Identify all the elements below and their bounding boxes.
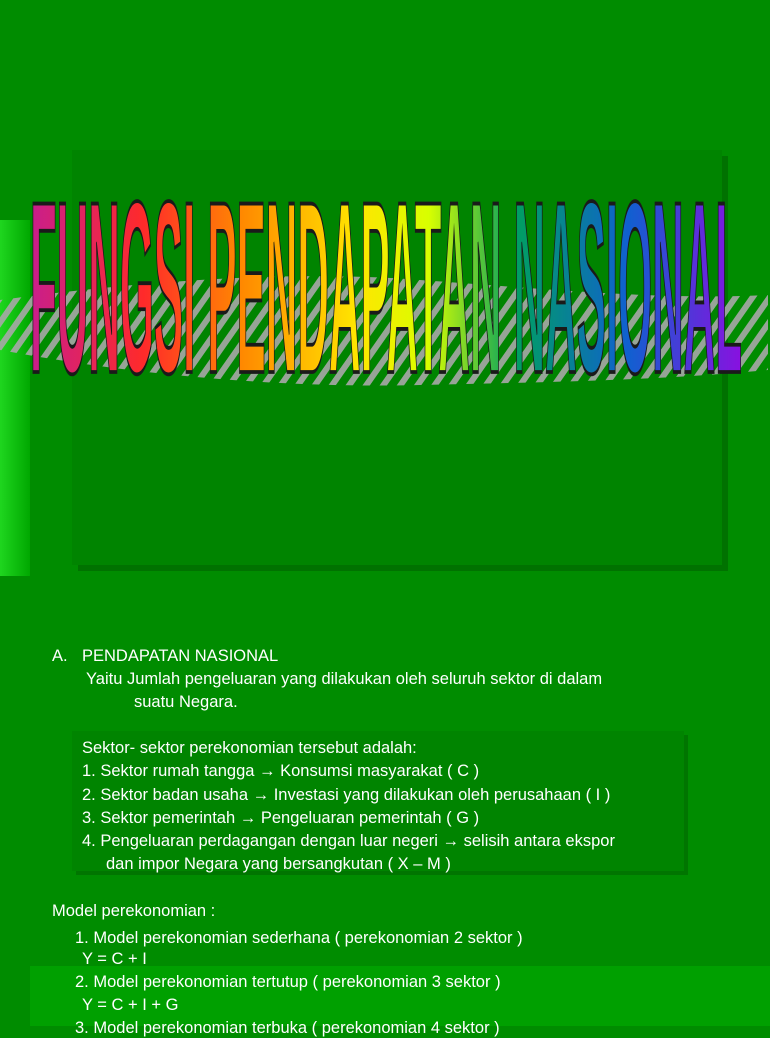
model-formula: Y = C + I + G (82, 996, 179, 1014)
definition-line-2: suatu Negara. (134, 693, 238, 711)
title-wordart (0, 140, 768, 430)
model-formula: Y = C + I (82, 950, 147, 968)
section-heading: PENDAPATAN NASIONAL (82, 647, 279, 665)
sector-item: 2. Sektor badan usaha → Investasi yang dilakukan oleh perusahaan ( I ) (82, 786, 611, 804)
sector-item: 1. Sektor rumah tangga → Konsumsi masyarakat ( C ) (82, 762, 480, 780)
model-item: 2. Model perekonomian tertutup ( perekonomian 3 sektor ) (75, 973, 501, 991)
definition-line-1: Yaitu Jumlah pengeluaran yang dilakukan oleh seluruh sektor di dalam (86, 670, 603, 688)
sector-item-continued: dan impor Negara yang bersangkutan ( X – M ) (106, 855, 451, 873)
page-title: FUNGSI PENDAPATAN NASIONAL (30, 152, 743, 425)
sector-item: 4. Pengeluaran perdagangan dengan luar negeri → selisih antara ekspor (82, 832, 615, 850)
model-heading: Model perekonomian : (52, 902, 216, 920)
model-item: 3. Model perekonomian terbuka ( perekonomian 4 sektor ) (75, 1019, 500, 1037)
sector-item: 3. Sektor pemerintah → Pengeluaran pemerintah ( G ) (82, 809, 480, 827)
heading-marker: A. (52, 647, 68, 665)
sectors-intro: Sektor- sektor perekonomian tersebut adalah: (82, 739, 417, 757)
content-slide (0, 576, 768, 1037)
model-item: 1. Model perekonomian sederhana ( perekonomian 2 sektor ) (75, 929, 523, 947)
